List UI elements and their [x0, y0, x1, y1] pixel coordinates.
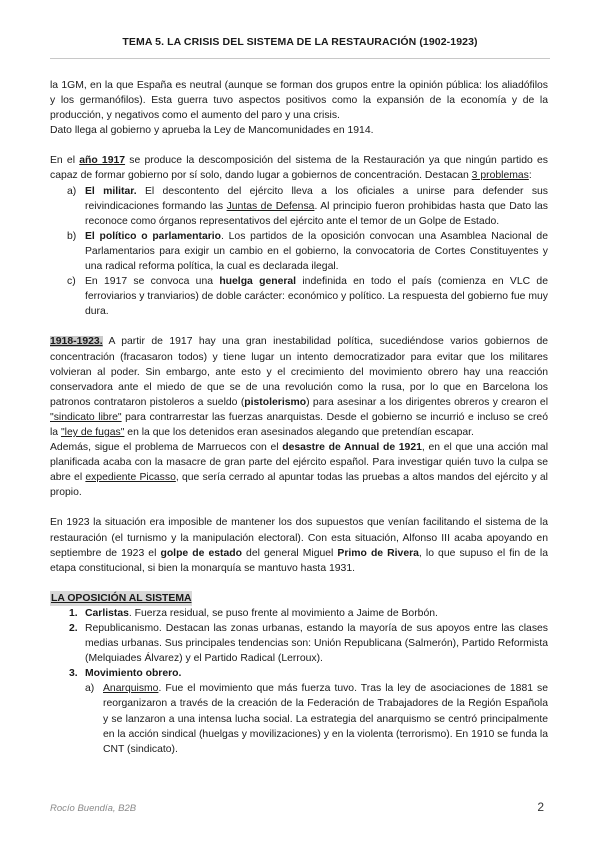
sindicato-libre-term: "sindicato libre" — [50, 411, 122, 423]
list-item: a) Anarquismo. Fue el movimiento que más fuerza tuvo. Tras la ley de asociaciones de 1881 se reorganizaron a través de la creación de la Federación de Trabajadores de la Región Española y se lanzaron a una intensa lucha social. La estrategia del anarquismo se centró principalmente en la acción sindical (huelgas y movilizaciones) y en la violenta (terrorismo). En 1910 se funda la CNT (sindicato). — [85, 683, 548, 755]
list-item: c) En 1917 se convoca una huelga general indefinida en todo el país (comienza en VLC de ferroviarios y tranviarios) de doble carácter: económico y político. La respuesta del gobierno fue muy dura. — [67, 276, 548, 318]
year-1917-paragraph: En el año 1917 se produce la descomposición del sistema de la Restauración ya que ningún partido es capaz de formar gobierno por sí solo, dando lugar a gobiernos de concentración. Destacan 3 problemas: — [50, 155, 548, 182]
opposition-section-title: LA OPOSICIÓN AL SISTEMA — [50, 591, 192, 606]
header-divider — [50, 58, 550, 59]
marruecos-paragraph: Además, sigue el problema de Marruecos con el desastre de Annual de 1921, en el que una acción mal planificada acaba con la masacre de gran parte del ejército español. Para investigar quién tuvo la culpa se abre el expediente Picasso, que sería cerrado al apuntar todas las pruebas a altos mandos del ejército y al propio. — [50, 442, 549, 499]
list-item: 2. Republicanismo. Destacan las zonas urbanas, estando la mayoría de sus apoyos entre las clases medias urbanas. Sus principales tendencias son: Unión Republicana (Salmerón), Partido Reformista (Melquiades Álvarez) y el Partido Radical (Lerroux). — [69, 623, 548, 665]
page-number: 2 — [537, 800, 544, 814]
list-item: a) El militar. El descontento del ejército lleva a los oficiales a unirse para defender sus reivindicaciones formando las Juntas de Defensa. Al principio fueron prohibidas hasta que Dato las reconoce como órganos representativos del ejército ante el temor de un Golpe de Estado. — [67, 185, 549, 227]
intro-paragraph: la 1GM, en la que España es neutral (aunque se forman dos grupos entre la opinión pública: los aliadófilos y los germanófilos). Esta guerra tuvo aspectos positivos como la expansión de la economía y de la producción, y negativos como el aumento del paro y una crisis. — [50, 80, 548, 122]
list-item: 3. Movimiento obrero. a) Anarquismo. Fue el movimiento que más fuerza tuvo. Tras la ley de asociaciones de 1881 se reorganizaron a través de la creación de la Federación de Trabajadores de la Región Española y se lanzaron a una intensa lucha social. La estrategia del anarquismo se centró principalmente en la acción sindical (huelgas y movilizaciones) y en la violenta (terrorismo). En 1910 se funda la CNT (sindicato). — [50, 666, 548, 757]
footer-author: Rocío Buendía, B2B — [50, 803, 137, 814]
opposition-list — [50, 606, 548, 757]
period-1918-1923-paragraph: 1918-1923. A partir de 1917 hay una gran inestabilidad política, sucediéndose varios gobiernos de concentración (fracasaron todos) y tiene lugar un intento democratizador para evitar que los militares volvieran al poder. Sin embargo, ante esto y el crecimiento del movimiento obrero hay una reacción conservadora ante el miedo de que se de una revolución como la rusa, por lo que en Barcelona los patronos contrataron pistoleros a sueldo (pistolerismo) para asesinar a los dirigentes obreros y crearon el "sindicato libre" para contrarrestar las fuerzas anarquistas. Desde el gobierno se incurrió e incluso se creó la "ley de fugas" en la que los detenidos eran asesinados alegando que pretendían escapar. — [50, 336, 548, 438]
juntas-defensa-term: Juntas de Defensa — [226, 200, 315, 212]
year-1917-label: año 1917 — [79, 155, 126, 167]
three-problems-label: 3 problemas — [471, 170, 529, 182]
list-item: 1. Carlistas. Fuerza residual, se puso frente al movimiento a Jaime de Borbón. — [69, 607, 438, 619]
year-1923-paragraph: En 1923 la situación era imposible de mantener los dos supuestos que venían facilitando el sistema de la restauración (el turnismo y la manipulación electoral). Con esta situación, Alfonso III acaba apoyando en septiembre de 1923 el golpe de estado del general Miguel Primo de Rivera, lo que supuso el fin de la etapa constitucional, si bien la monarquía se mantuvo hasta 1931. — [50, 517, 548, 574]
anarquismo-term: Anarquismo — [103, 683, 159, 695]
list-item: b) El político o parlamentario. Los partidos de la oposición convocan una Asamblea Nacional de Parlamentarios para exigir un cambio en el gobierno, la convocatoria de Cortes Constituyentes y una radical reforma política, la cual es declarada ilegal. — [67, 230, 548, 273]
page-content — [50, 78, 548, 757]
period-1918-1923-label: 1918-1923. — [50, 336, 103, 348]
page-header-title: TEMA 5. LA CRISIS DEL SISTEMA DE LA RESTAURACIÓN (1902-1923) — [122, 36, 478, 48]
problems-list — [50, 184, 548, 320]
opposition-section — [50, 591, 548, 606]
intro-paragraph-dato: Dato llega al gobierno y aprueba la Ley de Mancomunidades en 1914. — [50, 125, 374, 137]
ley-fugas-term: "ley de fugas" — [60, 426, 125, 438]
workers-movement-list — [50, 681, 548, 756]
expediente-picasso-term: expediente Picasso — [85, 472, 176, 484]
